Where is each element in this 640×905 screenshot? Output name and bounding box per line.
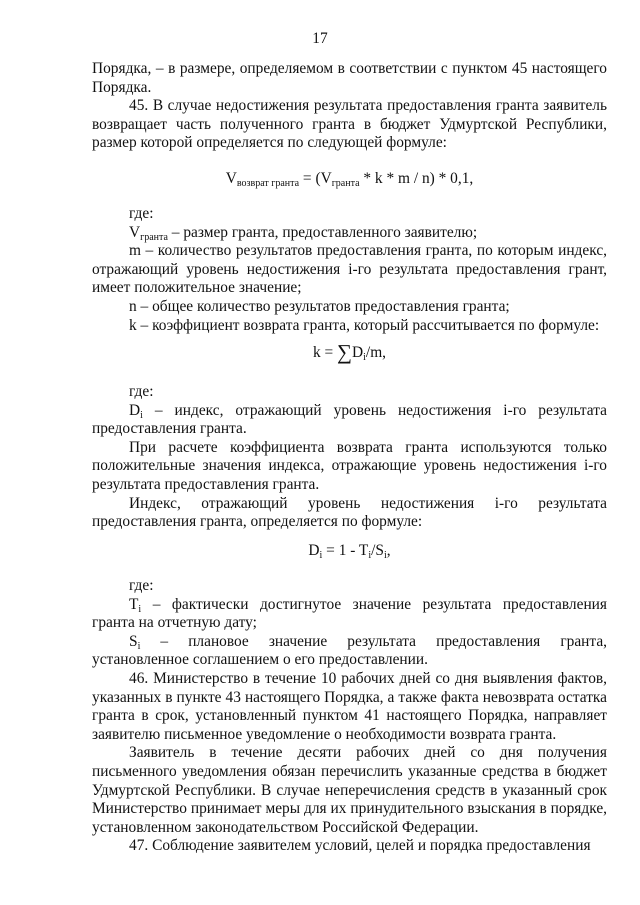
definition-t (92, 596, 607, 633)
formula3-tail: , (386, 542, 391, 559)
top-paragraph: Порядка, – в размере, определяемом в соответствии с пунктом 45 настоящего Порядка. (92, 60, 607, 96)
definition-v (92, 224, 607, 243)
def-v-sub: гранта (140, 231, 168, 243)
definition-n: n – общее количество результатов предоставления гранта; (129, 297, 510, 315)
def-s-sub: i (137, 640, 141, 652)
formula1-sub-grant: гранта (331, 178, 360, 189)
where-label-2: где: (129, 383, 154, 400)
formula3-slash: /S (371, 542, 384, 559)
definition-s (92, 633, 607, 670)
definitions-1 (92, 205, 607, 335)
definition-k: k – коэффициент возврата гранта, который рассчитывается по формуле: (129, 316, 600, 334)
formula2-head: k = (312, 344, 338, 361)
formula3-d: D (308, 542, 320, 559)
where-label-3: где: (129, 577, 154, 594)
definition-m: m – количество результатов предоставления гранта, по которым индекс, отражающий уровень недостижения i-го результата предоставления грант, имеет положительное значение; (92, 242, 607, 297)
formula-k (92, 340, 607, 364)
def-t-text: – фактически достигнутое значение результата предоставления гранта на отчетную дату; (92, 595, 607, 632)
formula-d (92, 542, 607, 561)
formula3-sub-i2: i (368, 550, 372, 561)
def-d-sub: i (140, 409, 143, 421)
formula3-sub-i: i (319, 550, 323, 561)
paragraph-47: 47. Соблюдение заявителем условий, целей и порядка предоставления (129, 837, 591, 855)
def-t-sub: i (138, 603, 142, 615)
def-d-symbol: D (129, 401, 141, 419)
paragraph-46: 46. Министерство в течение 10 рабочих дней со дня выявления фактов, указанных в пункте 43 настоящего Порядка, а также факта невозврата остатка гранта в срок, установленный пунктом 41 настоящего Порядка, направляет заявителю письменное уведомление о необходимости возврата гранта. (92, 669, 607, 743)
def-t-symbol: T (129, 595, 139, 613)
formula1-middle: = (V (299, 170, 332, 187)
formula3-mid: = 1 - T (322, 542, 369, 559)
sum-symbol: ∑ (337, 340, 353, 364)
def-v-symbol: V (129, 223, 141, 241)
formula3-sub-i3: i (383, 550, 387, 561)
p45-text: 45. В случае недостижения результата предоставления гранта заявитель возвращает часть полученного гранта в бюджет Удмуртской Республики, размер которой определяется по следующей формуле: (92, 97, 607, 152)
where-label-1: где: (129, 205, 154, 222)
definition-d (92, 402, 607, 439)
paragraph-continuation (92, 60, 607, 97)
formula1-tail: * k * m / n) * 0,1, (359, 170, 474, 187)
paragraph-index: Индекс, отражающий уровень недостижения i-го результата предоставления гранта, определяется по формуле: (92, 494, 607, 531)
def-d-text: – индекс, отражающий уровень недостижения i-го результата предоставления гранта. (92, 401, 607, 438)
paragraph-applicant: Заявитель в течение десяти рабочих дней со дня получения письменного уведомления обязан перечислить указанные средства в бюджет Удмуртской Республики. В случае неперечисления средств в указанный срок Министерство принимает меры для их принудительного взыскания в порядке, установленном законодательством Российской Федерации. (92, 744, 607, 836)
paragraph-45 (92, 97, 607, 153)
formula-return-amount (92, 170, 607, 189)
def-s-symbol: S (129, 632, 138, 650)
formula2-d: D (352, 344, 364, 361)
formula2-tail: /m, (365, 344, 387, 361)
formula1-sub-return: возврат гранта (236, 178, 300, 189)
definitions-2 (92, 383, 607, 532)
formula2-sub-i: i (363, 352, 366, 363)
def-s-text: – плановое значение результата предоставления гранта, установленное соглашением о его предоставлении. (92, 632, 607, 669)
def-v-text: – размер гранта, предоставленного заявителю; (167, 223, 478, 241)
definitions-3 (92, 577, 607, 856)
page-number: 17 (312, 30, 328, 47)
formula1-v: V (225, 170, 237, 187)
paragraph-calc: При расчете коэффициента возврата гранта используются только положительные значения индекса, отражающие уровень недостижения i-го результата предоставления гранта. (92, 438, 607, 493)
